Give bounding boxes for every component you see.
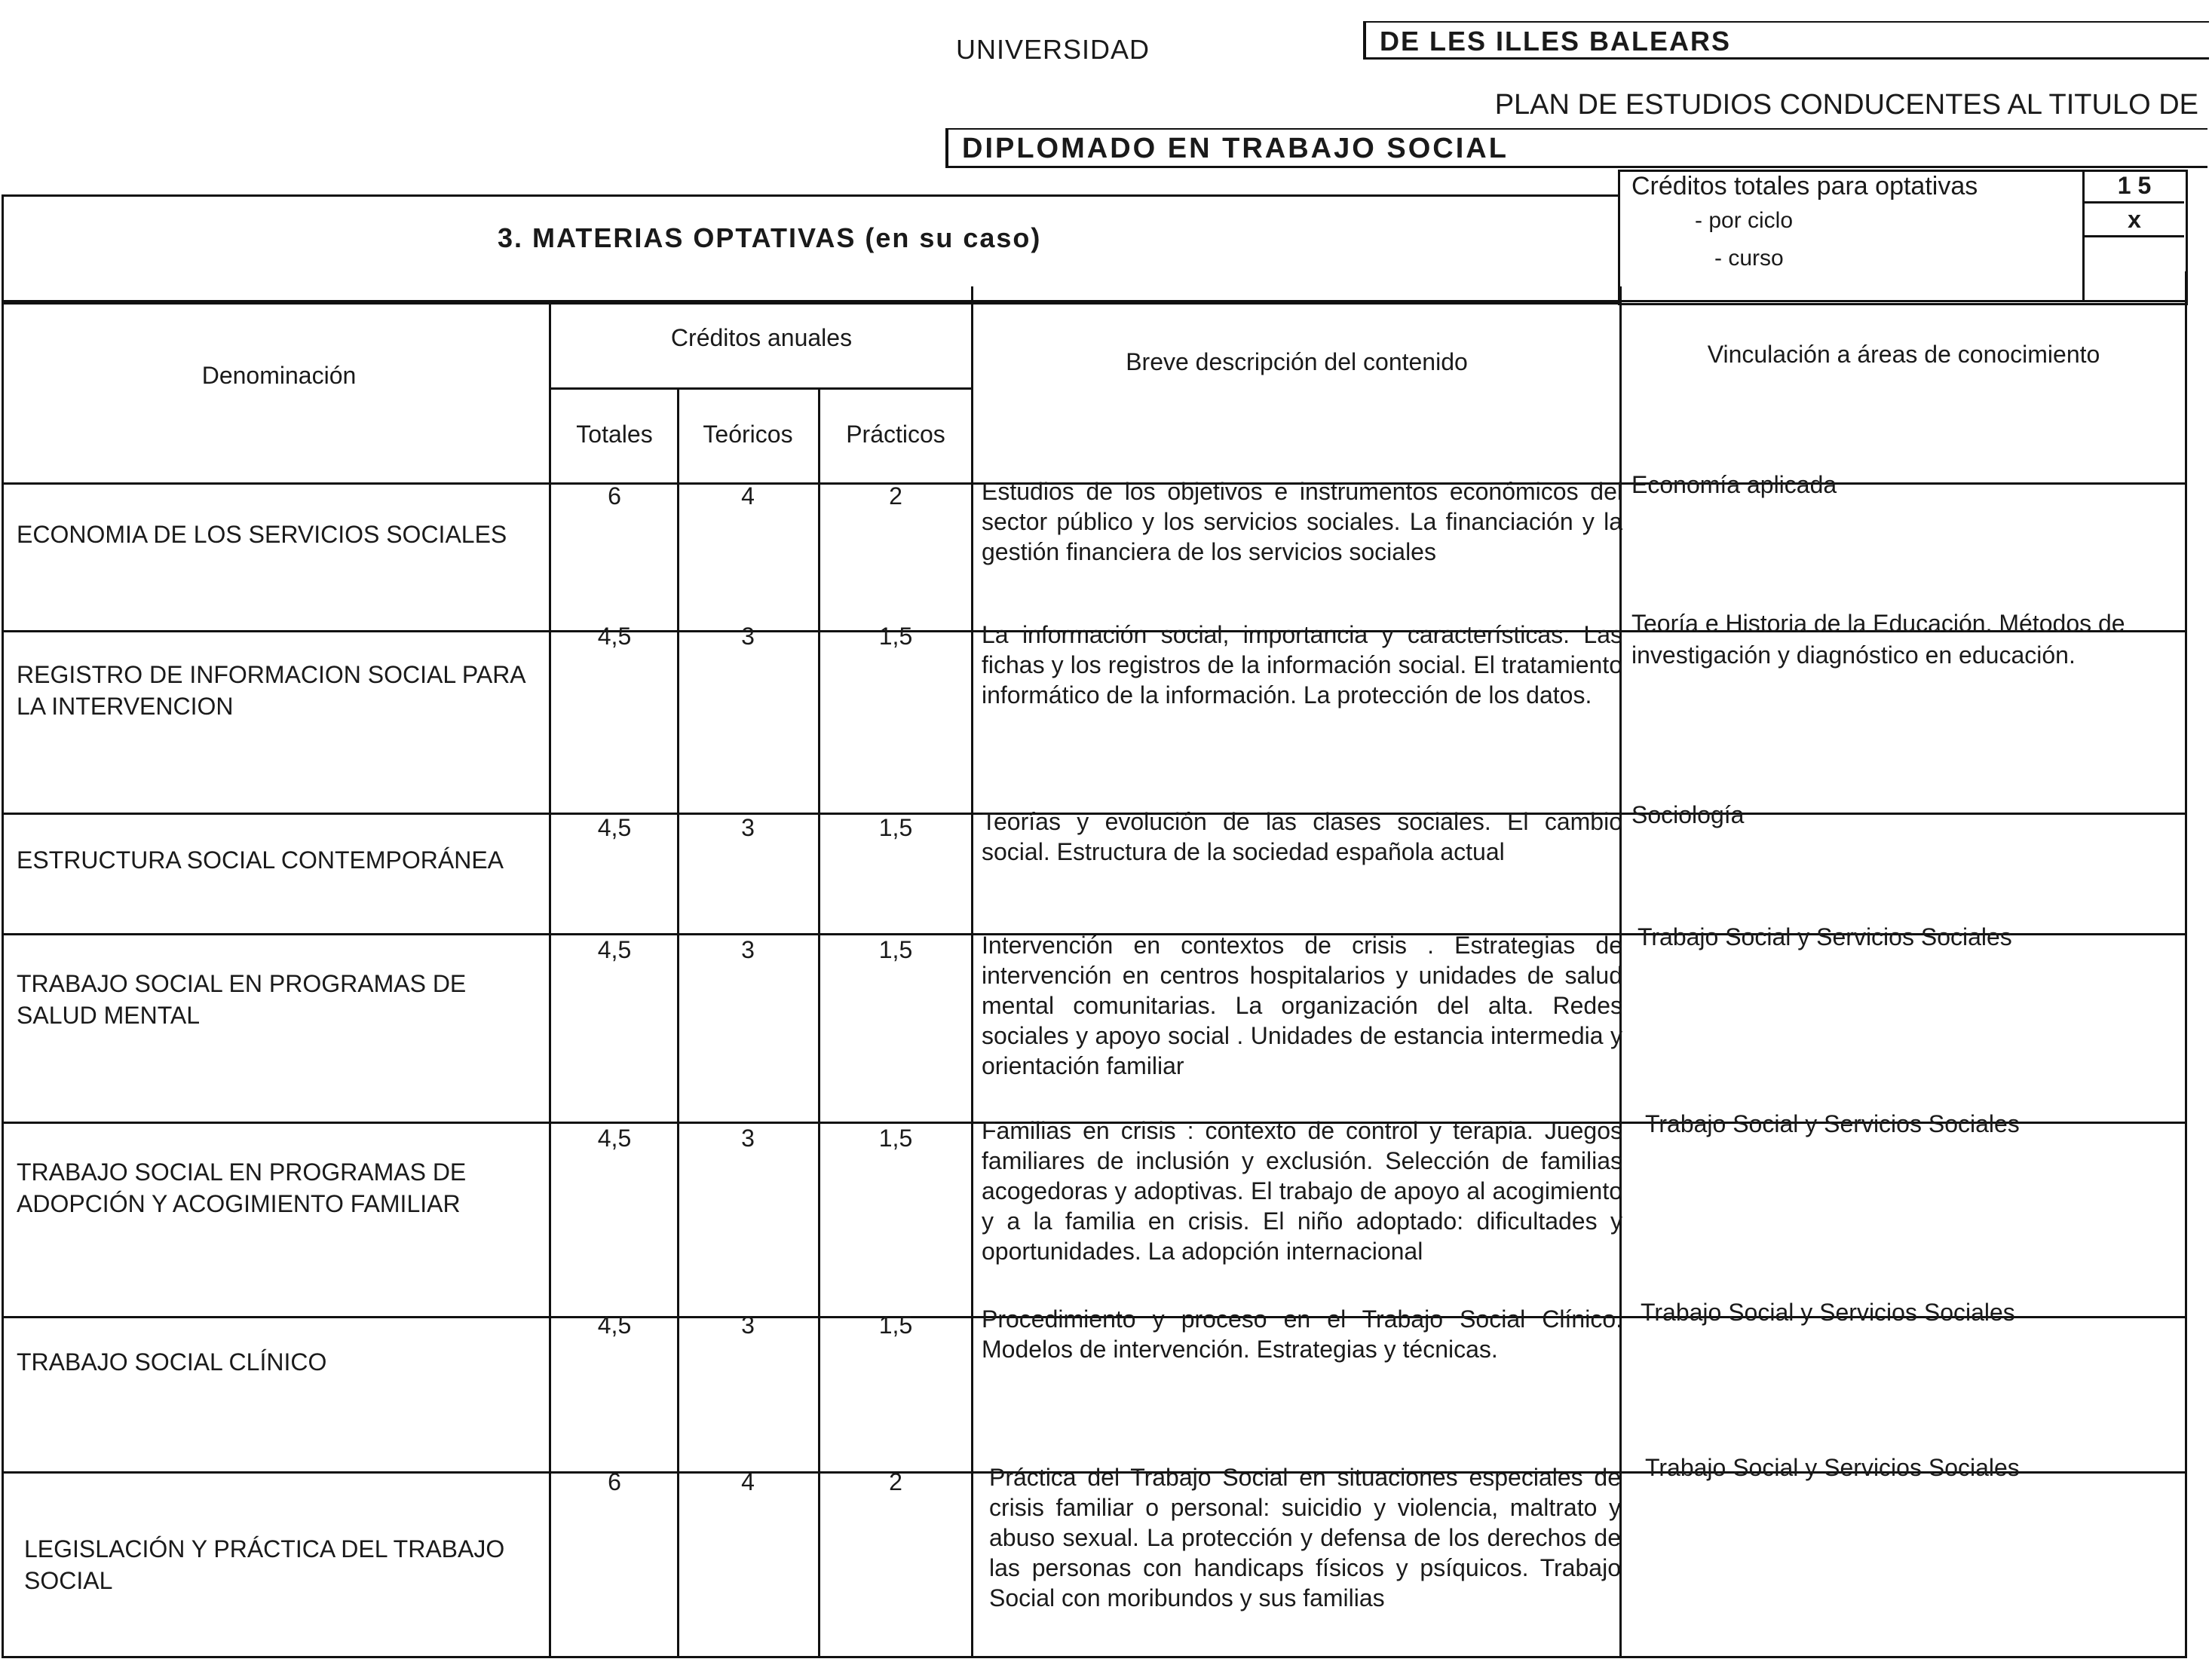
row-6-description: Procedimiento y proceso en el Trabajo Social Clínico. Modelos de intervención. Estrategias y técnicas. [982, 1305, 1622, 1363]
row-1-practicos: 2 [889, 482, 902, 510]
row-5-teoricos: 3 [741, 1125, 755, 1152]
row-1-description: Estudios de los objetivos e instrumentos económicos del sector público y los servicios sociales. La financiación y la gestión financiera de los servicios sociales [982, 478, 1622, 565]
table-bottom-line [2, 1656, 2185, 1658]
table-left-border [2, 194, 4, 1658]
row-7-area: Trabajo Social y Servicios Sociales [1645, 1454, 2020, 1481]
col-line-1 [549, 300, 551, 1658]
row-2-area: Teoría e Historia de la Educación. Métodos de investigación y diagnóstico en educación. [1631, 610, 2125, 669]
section-title: 3. MATERIAS OPTATIVAS (en su caso) [498, 222, 1042, 253]
degree-title: DIPLOMADO EN TRABAJO SOCIAL [962, 133, 1509, 164]
row-6-area: Trabajo Social y Servicios Sociales [1641, 1299, 2015, 1326]
row-2-description: La información social, importancia y características. Las fichas y los registros de la información social. El tratamiento informático de la información. La protección de los datos. [982, 621, 1622, 709]
row-7-practicos: 2 [889, 1468, 902, 1495]
col-header-denominacion: Denominación [201, 362, 357, 389]
row-7-teoricos: 4 [741, 1468, 755, 1495]
course-label: - curso [1714, 246, 1784, 271]
row-6-teoricos: 3 [741, 1311, 755, 1339]
degree-title-box [945, 128, 2207, 168]
credits-course-value [2085, 237, 2184, 269]
row-6-practicos: 1,5 [878, 1311, 913, 1339]
row-3-totales: 4,5 [597, 814, 632, 841]
col-header-totales: Totales [576, 421, 653, 448]
row-5-totales: 4,5 [597, 1125, 632, 1152]
row-2-totales: 4,5 [597, 623, 632, 650]
row-1-area: Economía aplicada [1631, 471, 1837, 498]
row-7-description: Práctica del Trabajo Social en situaciones especiales de crisis familiar o personal: suicidio y violencia, maltrato y abuso sexual. La protección y defensa de los derechos de las personas con handicaps físicos y psíquicos. Trabajo Social con moribundos y sus familias [989, 1464, 1621, 1611]
credits-sub-line [549, 387, 971, 390]
col-header-teoricos: Teóricos [703, 421, 793, 448]
row-7-totales: 6 [608, 1468, 621, 1495]
university-name: DE LES ILLES BALEARS [1380, 26, 1732, 57]
col-header-vinculacion: Vinculación a áreas de conocimiento [1707, 341, 2100, 368]
row-6-name: TRABAJO SOCIAL CLÍNICO [17, 1348, 327, 1376]
col-header-practicos: Prácticos [846, 421, 945, 448]
row-2-teoricos: 3 [741, 623, 755, 650]
col-line-3 [818, 387, 820, 1658]
row-1-name: ECONOMIA DE LOS SERVICIOS SOCIALES [17, 521, 507, 548]
row-2-practicos: 1,5 [878, 623, 913, 650]
row-4-totales: 4,5 [597, 936, 632, 963]
credits-cycle-value: x [2085, 204, 2184, 237]
col-header-descripcion: Breve descripción del contenido [1126, 348, 1468, 375]
row-5-name: TRABAJO SOCIAL EN PROGRAMAS DE ADOPCIÓN Y ACOGIMIENTO FAMILIAR [17, 1158, 467, 1217]
row-3-teoricos: 3 [741, 814, 755, 841]
col-line-4 [971, 286, 973, 1658]
table-top-line [2, 300, 2185, 302]
row-3-area: Sociología [1631, 801, 1745, 828]
row-4-area: Trabajo Social y Servicios Sociales [1638, 923, 2012, 950]
credits-total-value: 1 5 [2085, 170, 2184, 204]
row-7-name: LEGISLACIÓN Y PRÁCTICA DEL TRABAJO SOCIAL [24, 1535, 505, 1594]
row-4-name: TRABAJO SOCIAL EN PROGRAMAS DE SALUD MENTAL [17, 970, 467, 1029]
university-label: UNIVERSIDAD [956, 34, 1150, 65]
row-2-name: REGISTRO DE INFORMACION SOCIAL PARA LA INTERVENCION [17, 661, 525, 720]
row-5-area: Trabajo Social y Servicios Sociales [1645, 1110, 2020, 1137]
row-3-description: Teorías y evolución de las clases sociales. El cambio social. Estructura de la sociedad española actual [982, 808, 1622, 865]
credits-label: Créditos totales para optativas [1631, 172, 1978, 200]
per-cycle-label: - por ciclo [1695, 208, 1794, 233]
row-3-practicos: 1,5 [878, 814, 913, 841]
credits-values [2082, 170, 2184, 301]
row-4-description: Intervención en contextos de crisis . Estrategias de intervención en centros hospitalarios y unidades de salud mental comunitarias. La organización del alta. Redes sociales y apoyo social . Unidades de estancia intermedia y orientación familiar [982, 932, 1622, 1079]
row-3-name: ESTRUCTURA SOCIAL CONTEMPORÁNEA [17, 846, 504, 874]
row-5-practicos: 1,5 [878, 1125, 913, 1152]
row-5-description: Familias en crisis : contexto de control y terapia. Juegos familiares de inclusión y exclusión. Selección de familias acogedoras y adoptivas. El trabajo de apoyo al acogimiento y a la familia en crisis. El niño adoptado: dificultades y oportunidades. La adopción internacional [982, 1117, 1622, 1265]
row-4-practicos: 1,5 [878, 936, 913, 963]
plan-heading: PLAN DE ESTUDIOS CONDUCENTES AL TITULO DE [1494, 89, 2198, 121]
col-header-creditos-anuales: Créditos anuales [670, 324, 853, 351]
row-4-teoricos: 3 [741, 936, 755, 963]
row-1-teoricos: 4 [741, 482, 755, 510]
row-6-totales: 4,5 [597, 1311, 632, 1339]
col-line-2 [677, 387, 679, 1658]
row-1-totales: 6 [608, 482, 621, 510]
university-name-box [1363, 21, 2209, 60]
